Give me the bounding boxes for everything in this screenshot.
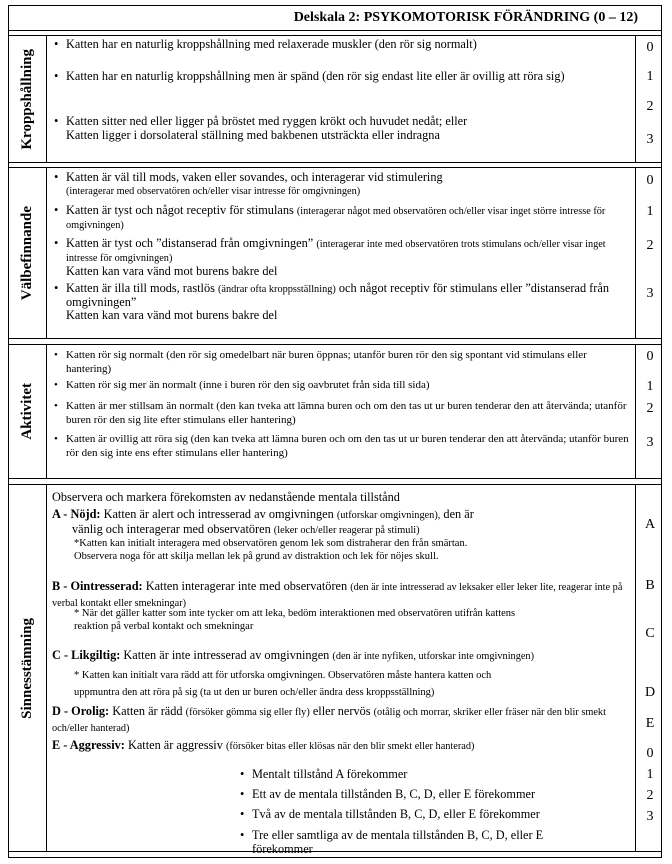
list-item: • Katten har en naturlig kroppshållning men är spänd (den rör sig endast lite eller är ovillig att röra sig) [54, 69, 565, 83]
score-value: 3 [646, 286, 654, 301]
section-label-sinnesstamning: Sinnesstämning [18, 617, 35, 719]
state-letter: B [645, 578, 655, 593]
score-value: 3 [646, 132, 654, 147]
state-b-note: * När det gäller katter som inte tycker om att leka, bedöm interaktionen med observatören utifrån kattens reaktion på verbal kontakt och smekningar [74, 608, 516, 632]
state-d: D - Orolig: Katten är rädd (försöker gömma sig eller fly) eller nervös (otålig och morrar, skriker eller fräser när den blir smekt och/eller hanterad) [52, 704, 606, 734]
list-item: • Två av de mentala tillstånden B, C, D, eller E förekommer [240, 807, 540, 821]
list-item: • Katten är väl till mods, vaken eller sovandes, och interagerar vid stimulering (interagerar med observatören och/eller visar intresse för omgivningen) [54, 170, 443, 197]
score-value: 3 [646, 809, 654, 824]
state-a: A - Nöjd: Katten är alert och intresserad av omgivningen (utforskar omgivningen), den är [52, 507, 474, 521]
list-item: • Ett av de mentala tillstånden B, C, D, eller E förekommer [240, 787, 536, 801]
state-letter: A [644, 517, 656, 532]
section-label-kroppshallning: Kroppshållning [18, 48, 35, 150]
list-item: • Katten är illa till mods, rastlös (ändrar ofta kroppsställning) och något receptiv för stimulans eller ”distanserad från omgivningen” Katten kan vara vänd mot burens bakre del [54, 281, 609, 322]
list-item: • Mentalt tillstånd A förekommer [240, 767, 408, 781]
score-value: 2 [646, 788, 654, 803]
state-letter: E [645, 716, 655, 731]
list-item: • Katten rör sig normalt (den rör sig omedelbart när buren öppnas; utanför buren rör den sig spontant vid stimulans eller hantering) [54, 349, 587, 375]
section-label-aktivitet: Aktivitet [18, 383, 35, 440]
state-c-note: * Katten kan initialt vara rädd att för utforska omgivningen. Observatören måste hantera katten och uppmuntra den att röra på sig (ta ut den ur buren och/eller ändra dess kroppsställning) [74, 670, 492, 698]
score-value: 2 [646, 401, 654, 416]
table-header [8, 5, 662, 30]
state-c: C - Likgiltig: Katten är inte intresserad av omgivningen (den är inte nyfiken, utforskar inte omgivningen) [52, 648, 534, 662]
score-value: 1 [646, 69, 654, 84]
score-value: 2 [646, 99, 654, 114]
state-a-line2: vänlig och interagerar med observatören (leker och/eller reagerar på stimuli) [72, 522, 420, 536]
list-item: • Katten sitter ned eller ligger på bröstet med ryggen krökt och huvudet nedåt; eller Katten ligger i dorsolateral ställning med bakbenen utsträckta eller indragna [54, 114, 468, 142]
state-letter: C [645, 626, 655, 641]
score-value: 1 [646, 379, 654, 394]
state-b: B - Ointresserad: Katten interagerar inte med observatören (den är inte intresserad av leksaker eller leker lite, reagerar inte på verbal kontakt eller smekningar) [52, 579, 623, 609]
list-item: • Katten är ovillig att röra sig (den kan tveka att lämna buren och om den tas ut ur buren tenderar den att återvända; utanför buren rör den sig inte ens efter stimulans eller hantering) [54, 433, 629, 459]
list-item: • Katten är tyst och något receptiv för stimulans (interagerar något med observatören och/eller visar inget större intresse för omgivningen) [54, 203, 606, 231]
state-e: E - Aggressiv: Katten är aggressiv (försöker bitas eller klösas när den blir smekt eller hanterad) [52, 738, 475, 752]
score-value: 0 [646, 349, 654, 364]
scale-title: Delskala 2: PSYKOMOTORISK FÖRÄNDRING (0 – 12) [293, 9, 638, 25]
state-letter: D [644, 685, 656, 700]
scale-table [8, 5, 662, 858]
list-item: • Katten är mer stillsam än normalt (den kan tveka att lämna buren och om den tas ut ur buren tenderar den att återvända; utanför buren rör den sig lite efter stimulans eller hantering) [54, 400, 627, 426]
score-value: 0 [646, 40, 654, 55]
list-item: • Katten har en naturlig kroppshållning med relaxerade muskler (den rör sig normalt) [54, 37, 477, 51]
list-item: • Tre eller samtliga av de mentala tillstånden B, C, D, eller E förekommer [240, 828, 544, 856]
score-value: 0 [646, 173, 654, 188]
list-item: • Katten är tyst och ”distanserad från omgivningen” (interagerar inte med observatören trots stimulans och/eller visar inget intresse för omgivningen) Katten kan vara vänd mot burens bakre del [54, 236, 606, 278]
score-value: 2 [646, 238, 654, 253]
score-value: 3 [646, 435, 654, 450]
intro-text: Observera och markera förekomsten av nedanstående mentala tillstånd [52, 490, 400, 504]
score-value: 0 [646, 746, 654, 761]
list-item: • Katten rör sig mer än normalt (inne i buren rör den sig oavbrutet från sida till sida) [54, 379, 430, 391]
score-value: 1 [646, 204, 654, 219]
state-a-note: *Katten kan initialt interagera med observatören genom lek som distraherar den från smärtan. Observera noga för att skilja mellan lek på grund av distraktion och lek för nöjes skull. [74, 538, 468, 562]
section-label-valbefinnande: Välbefinnande [18, 205, 35, 301]
score-value: 1 [646, 767, 654, 782]
